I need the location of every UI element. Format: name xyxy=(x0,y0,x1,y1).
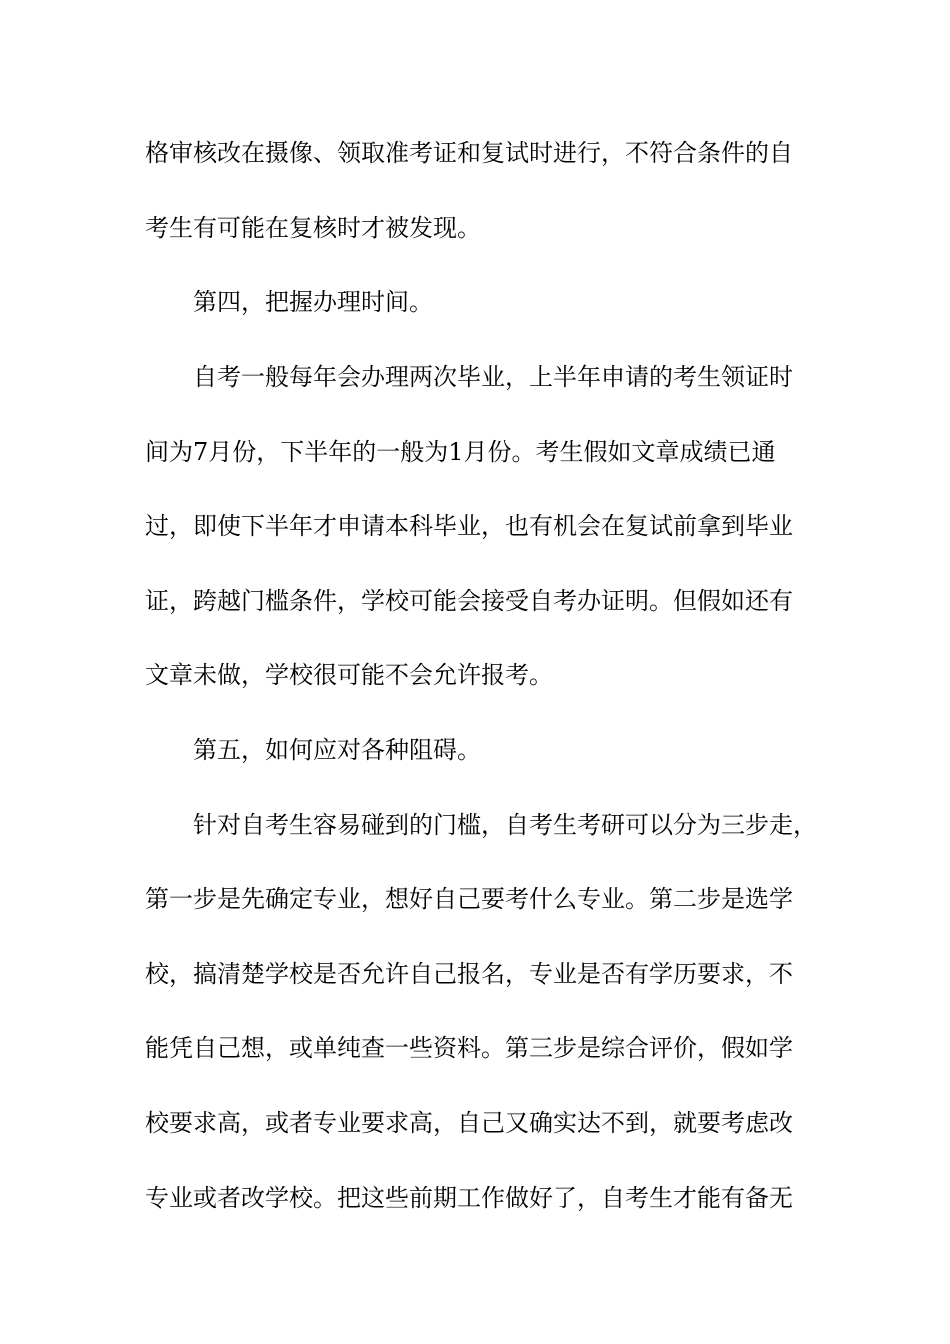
text-line: 间为7月份，下半年的一般为1月份。考生假如文章成绩已通 xyxy=(145,438,776,466)
text-line: 校要求高，或者专业要求高，自己又确实达不到，就要考虑改 xyxy=(145,1109,793,1137)
text-line: 考生有可能在复核时才被发现。 xyxy=(145,214,481,242)
section-heading: 第四，把握办理时间。 xyxy=(193,288,433,316)
text-line: 能凭自己想，或单纯查一些资料。第三步是综合评价，假如学 xyxy=(145,1034,793,1062)
text-line: 格审核改在摄像、领取准考证和复试时进行，不符合条件的自 xyxy=(145,139,793,167)
text-line: 自考一般每年会办理两次毕业，上半年申请的考生领证时 xyxy=(193,363,793,391)
text-line: 专业或者改学校。把这些前期工作做好了，自考生才能有备无 xyxy=(145,1184,793,1212)
section-heading: 第五，如何应对各种阻碍。 xyxy=(193,736,481,764)
text-line: 针对自考生容易碰到的门槛，自考生考研可以分为三步走， xyxy=(193,811,817,839)
text-line: 校，搞清楚学校是否允许自己报名，专业是否有学历要求，不 xyxy=(145,960,793,988)
text-line: 证，跨越门槛条件，学校可能会接受自考办证明。但假如还有 xyxy=(145,587,793,615)
text-line: 第一步是先确定专业，想好自己要考什么专业。第二步是选学 xyxy=(145,885,793,913)
text-line: 文章未做，学校很可能不会允许报考。 xyxy=(145,661,553,689)
text-line: 过，即使下半年才申请本科毕业，也有机会在复试前拿到毕业 xyxy=(145,512,793,540)
